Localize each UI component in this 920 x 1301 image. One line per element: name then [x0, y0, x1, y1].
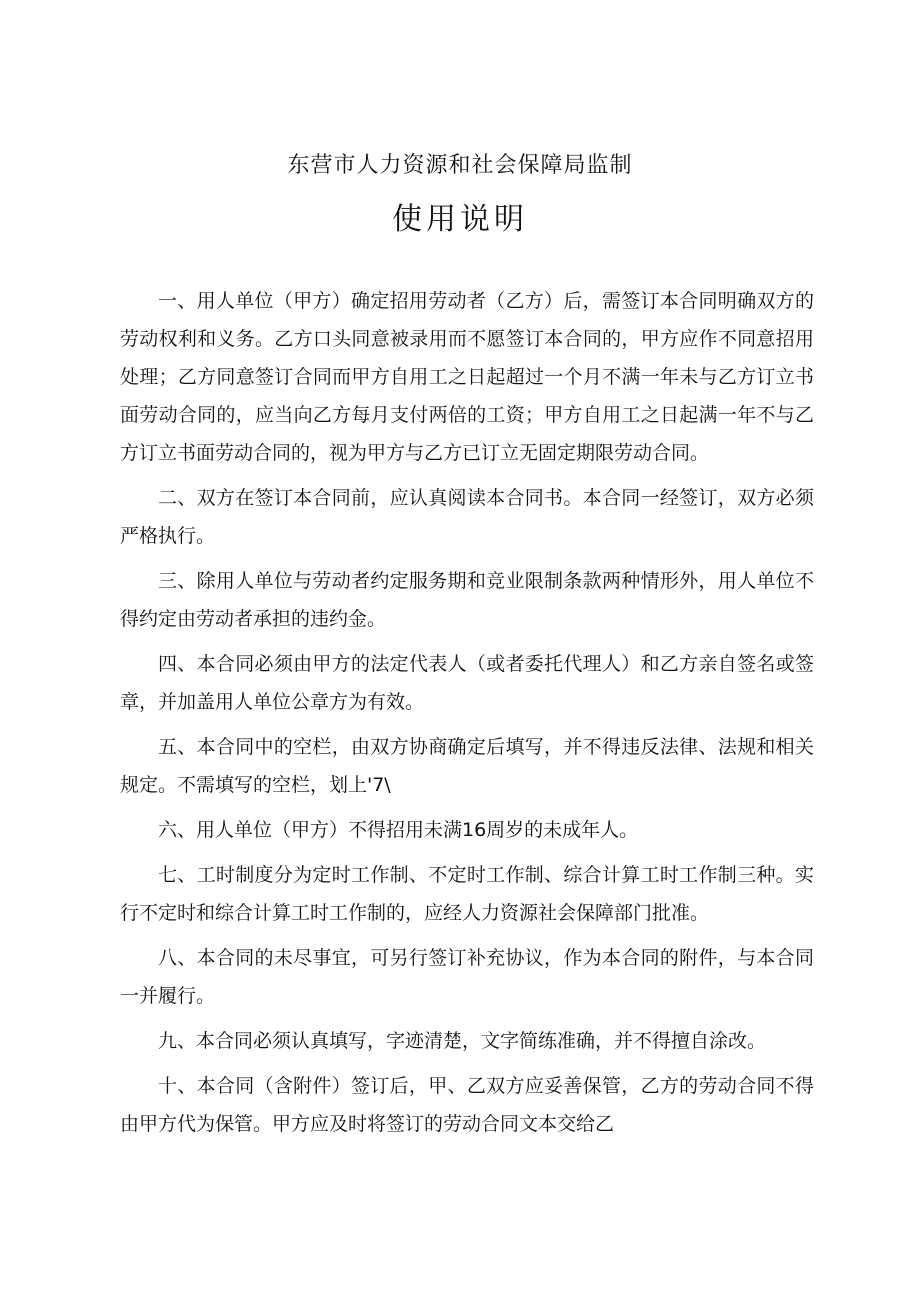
paragraph-3: 三、除用人单位与劳动者约定服务期和竞业限制条款两种情形外，用人单位不得约定由劳动者承担的违约金。 — [120, 570, 814, 630]
paragraph-7: 七、工时制度分为定时工作制、不定时工作制、综合计算工时工作制三种。实行不定时和综合计算工时工作制的，应经人力资源社会保障部门批准。 — [120, 864, 814, 924]
paragraph-2: 二、双方在签订本合同前，应认真阅读本合同书。本合同一经签订，双方必须严格执行。 — [120, 487, 814, 547]
paragraph-6: 六、用人单位（甲方）不得招用未满16周岁的未成年人。 — [158, 819, 639, 841]
instructions-body — [120, 282, 814, 1150]
paragraph-1: 一、用人单位（甲方）确定招用劳动者（乙方）后，需签订本合同明确双方的劳动权利和义务。乙方口头同意被录用而不愿签订本合同的，甲方应作不同意招用处理；乙方同意签订合同而甲方自用工之日起超过一个月不满一年未与乙方订立书面劳动合同的，应当向乙方每月支付两倍的工资；甲方自用工之日起满一年不与乙方订立书面劳动合同的，视为甲方与乙方已订立无固定期限劳动合同。 — [120, 290, 814, 464]
paragraph-8: 八、本合同的未尽事宜，可另行签订补充协议，作为本合同的附件，与本合同一并履行。 — [120, 947, 814, 1007]
paragraph-5: 五、本合同中的空栏，由双方协商确定后填写，并不得违反法律、法规和相关规定。不需填写的空栏，划上'7\ — [120, 736, 814, 796]
issuer-line: 东营市人力资源和社会保障局监制 — [287, 153, 633, 178]
paragraph-10: 十、本合同（含附件）签订后，甲、乙双方应妥善保管，乙方的劳动合同不得由甲方代为保管。甲方应及时将签订的劳动合同文本交给乙 — [120, 1075, 814, 1135]
page-title: 使用说明 — [392, 202, 528, 237]
paragraph-9: 九、本合同必须认真填写，字迹清楚，文字简练准确，并不得擅自涂改。 — [158, 1030, 767, 1052]
paragraph-4: 四、本合同必须由甲方的法定代表人（或者委托代理人）和乙方亲自签名或签章，并加盖用人单位公章方为有效。 — [120, 653, 814, 713]
